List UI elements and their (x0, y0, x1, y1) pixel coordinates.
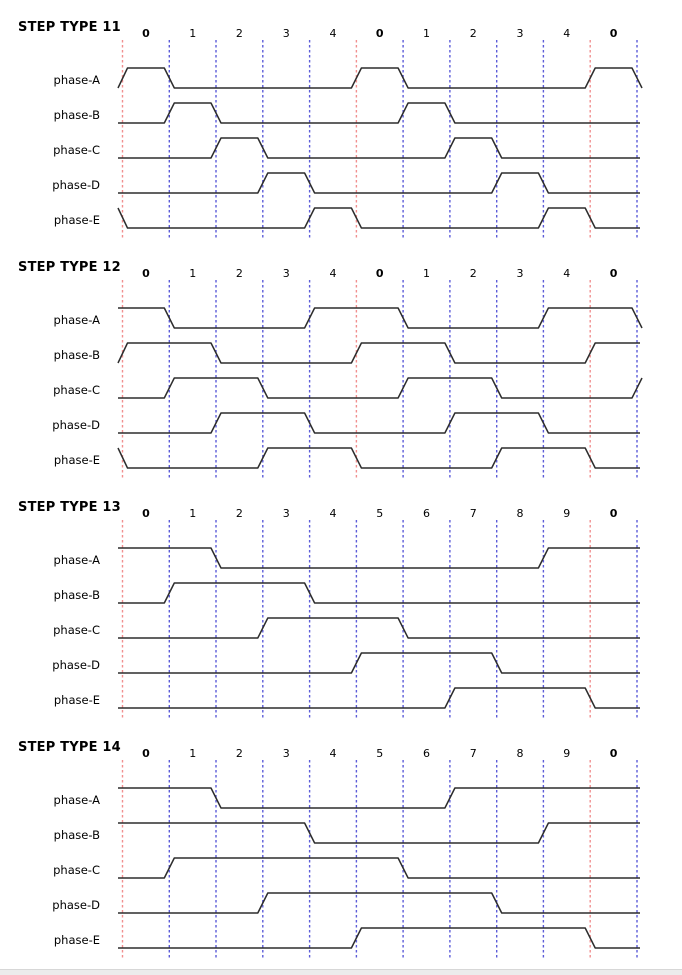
step-label: 1 (189, 747, 197, 760)
phase-label: phase-E (53, 453, 100, 467)
phase-label: phase-E (53, 213, 100, 227)
step-label: 0 (609, 27, 618, 40)
phase-label: phase-B (53, 828, 100, 842)
step-label: 0 (609, 267, 618, 280)
phase-label: phase-D (52, 178, 100, 192)
waveform-phase-D (118, 653, 640, 673)
step-label: 2 (235, 27, 243, 40)
step-label: 6 (423, 507, 430, 520)
phase-label: phase-C (53, 143, 100, 157)
step-label: 2 (235, 507, 243, 520)
waveform-phase-C (118, 138, 640, 158)
phase-label: phase-C (53, 623, 100, 637)
waveform-canvas (0, 0, 682, 240)
waveform-phase-C (118, 618, 640, 638)
waveform-phase-B (118, 343, 640, 363)
step-label: 0 (142, 267, 150, 280)
step-label: 3 (282, 747, 290, 760)
waveform-phase-C (118, 858, 640, 878)
waveform-phase-D (118, 893, 640, 913)
step-label: 5 (376, 747, 384, 760)
step-label: 2 (469, 267, 477, 280)
waveform-canvas (0, 480, 682, 720)
step-label: 2 (235, 747, 243, 760)
step-label: 1 (189, 267, 197, 280)
timing-diagram-step-type-12 (0, 240, 682, 480)
waveform-phase-B (118, 583, 640, 603)
phase-label: phase-D (52, 658, 100, 672)
phase-label: phase-A (53, 313, 100, 327)
step-label: 3 (282, 267, 290, 280)
step-label: 6 (423, 747, 430, 760)
phase-label: phase-B (53, 108, 100, 122)
step-label: 2 (469, 27, 477, 40)
waveform-canvas (0, 720, 682, 960)
waveform-phase-E (118, 688, 640, 708)
diagram-title: STEP TYPE 12 (18, 260, 121, 275)
waveform-phase-A (118, 548, 640, 568)
waveform-phase-E (118, 928, 640, 948)
step-label: 4 (329, 27, 337, 40)
phase-label: phase-C (53, 863, 100, 877)
diagram-title: STEP TYPE 11 (18, 20, 121, 35)
step-label: 3 (282, 27, 290, 40)
phase-label: phase-C (53, 383, 100, 397)
step-label: 0 (142, 27, 150, 40)
step-label: 1 (423, 27, 430, 40)
phase-label: phase-E (53, 933, 100, 947)
step-label: 0 (142, 507, 150, 520)
step-label: 1 (423, 267, 430, 280)
waveform-phase-D (118, 413, 640, 433)
step-label: 0 (609, 747, 618, 760)
waveform-phase-B (118, 103, 640, 123)
step-label: 3 (516, 267, 524, 280)
phase-label: phase-D (52, 418, 100, 432)
timing-diagram-step-type-14 (0, 720, 682, 960)
step-label: 9 (563, 507, 571, 520)
step-label: 4 (563, 267, 571, 280)
waveform-phase-D (118, 173, 640, 193)
waveform-canvas (0, 240, 682, 480)
phase-label: phase-A (53, 553, 100, 567)
timing-diagram-step-type-13 (0, 480, 682, 720)
timing-diagram-step-type-11 (0, 0, 682, 240)
phase-label: phase-A (53, 73, 100, 87)
step-label: 0 (609, 507, 618, 520)
diagram-title: STEP TYPE 14 (18, 740, 121, 755)
bottom-edge-bar (0, 969, 682, 975)
step-label: 3 (516, 27, 524, 40)
step-label: 5 (376, 507, 384, 520)
step-label: 3 (282, 507, 290, 520)
waveform-phase-C (118, 378, 642, 398)
step-label: 0 (375, 27, 384, 40)
step-label: 4 (329, 747, 337, 760)
waveform-phase-B (118, 823, 640, 843)
phase-label: phase-B (53, 588, 100, 602)
waveform-phase-A (118, 788, 640, 808)
step-label: 8 (516, 747, 524, 760)
step-label: 1 (189, 27, 197, 40)
step-label: 7 (469, 507, 477, 520)
diagram-title: STEP TYPE 13 (18, 500, 121, 515)
step-label: 1 (189, 507, 197, 520)
phase-label: phase-A (53, 793, 100, 807)
step-label: 0 (142, 747, 150, 760)
waveform-phase-A (118, 308, 642, 328)
waveform-phase-E (118, 448, 640, 468)
waveform-phase-A (118, 68, 642, 88)
step-label: 9 (563, 747, 571, 760)
step-label: 4 (329, 267, 337, 280)
step-label: 4 (563, 27, 571, 40)
step-label: 7 (469, 747, 477, 760)
step-label: 4 (329, 507, 337, 520)
waveform-phase-E (118, 208, 640, 228)
phase-label: phase-D (52, 898, 100, 912)
phase-label: phase-B (53, 348, 100, 362)
step-label: 0 (375, 267, 384, 280)
phase-label: phase-E (53, 693, 100, 707)
step-label: 8 (516, 507, 524, 520)
step-label: 2 (235, 267, 243, 280)
